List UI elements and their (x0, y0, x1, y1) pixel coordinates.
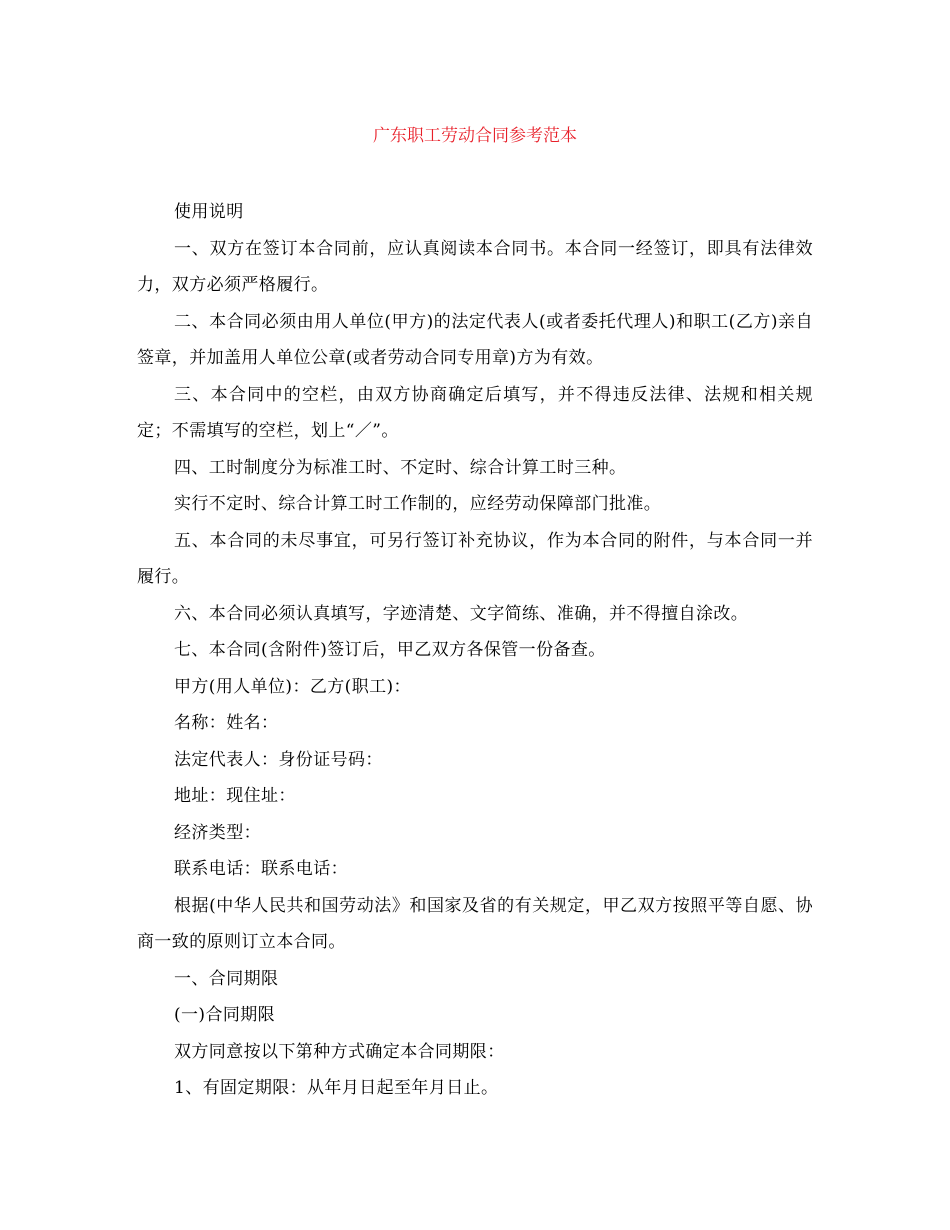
paragraph-usage-heading: 使用说明 (174, 202, 244, 222)
paragraph-instruction-7: 七、本合同(含附件)签订后，甲乙双方各保管一份备查。 (174, 640, 606, 660)
paragraph-phone-field: 联系电话：联系电话： (174, 859, 348, 879)
paragraph-economic-type-field: 经济类型： (174, 822, 261, 843)
paragraph-subsection-1-heading: (一)合同期限 (174, 1005, 276, 1025)
paragraph-instruction-4-note: 实行不定时、综合计算工时工作制的，应经劳动保障部门批准。 (174, 494, 662, 514)
paragraph-instruction-4: 四、工时制度分为标准工时、不定时、综合计算工时三种。 (174, 457, 627, 478)
paragraph-instruction-3: 三、本合同中的空栏，由双方协商确定后填写，并不得违反法律、法规和相关规定；不需填写的空栏，划上“／”。 (137, 384, 813, 441)
paragraph-fixed-term: 1、有固定期限：从年月日起至年月日止。 (174, 1078, 499, 1098)
paragraph-instruction-6: 六、本合同必须认真填写，字迹清楚、文字简练、准确，并不得擅自涂改。 (174, 603, 749, 624)
paragraph-representative-field: 法定代表人：身份证号码： (174, 749, 383, 770)
paragraph-instruction-5: 五、本合同的未尽事宜，可另行签订补充协议，作为本合同的附件，与本合同一并履行。 (137, 530, 813, 587)
paragraph-parties: 甲方(用人单位)：乙方(职工)： (174, 676, 411, 697)
document-title: 广东职工劳动合同参考范本 (373, 126, 577, 146)
paragraph-address-field: 地址：现住址： (174, 786, 296, 806)
paragraph-section-1-heading: 一、合同期限 (174, 968, 279, 989)
paragraph-term-method: 双方同意按以下第种方式确定本合同期限： (174, 1041, 505, 1062)
document-body (137, 194, 813, 1107)
paragraph-instruction-2: 二、本合同必须由用人单位(甲方)的法定代表人(或者委托代理人)和职工(乙方)亲自签章，并加盖用人单位公章(或者劳动合同专用章)方为有效。 (137, 311, 813, 368)
paragraph-legal-basis: 根据(中华人民共和国劳动法》和国家及省的有关规定，甲乙双方按照平等自愿、协商一致的原则订立本合同。 (137, 895, 813, 952)
paragraph-instruction-1: 一、双方在签订本合同前，应认真阅读本合同书。本合同一经签订，即具有法律效力，双方必须严格履行。 (137, 238, 813, 295)
paragraph-name-field: 名称：姓名： (174, 713, 279, 733)
